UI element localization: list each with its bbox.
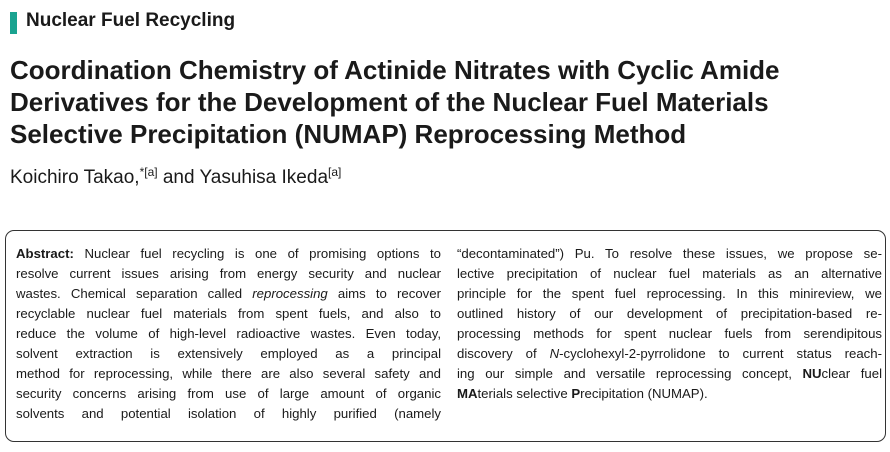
abstract-column-left (16, 244, 441, 424)
abstract-line: discovery of N-cyclohexyl-2-pyrrolidone to current status reach- (457, 346, 882, 361)
emphasis-term: reprocessing (252, 286, 328, 301)
acronym-letters: P (571, 386, 581, 401)
abstract-column-right (457, 244, 882, 404)
abstract-line: solvents and potential isolation of highly purified (namely (16, 406, 441, 421)
abstract-line: processing methods for spent nuclear fuels from serendipitous (457, 326, 882, 341)
title-line: Selective Precipitation (NUMAP) Reprocessing Method (10, 119, 687, 149)
section-color-bar (10, 12, 17, 34)
abstract-line: reduce the volume of high-level radioactive wastes. Even today, (16, 326, 441, 341)
abstract-line: ing our simple and versatile reprocessing concept, NUclear fuel (457, 366, 883, 381)
abstract-line: resolve current issues arising from energy security and nuclear (16, 266, 441, 281)
emphasis-term: N (549, 346, 560, 361)
title-line: Coordination Chemistry of Actinide Nitrates with Cyclic Amide (10, 55, 780, 85)
acronym-letters: NU (802, 366, 822, 381)
author-name: Yasuhisa Ikeda (199, 167, 329, 188)
abstract-line: method for reprocessing, while there are also several safety and (16, 366, 441, 381)
abstract-line: lective precipitation of nuclear fuel materials as an alternative (457, 266, 882, 281)
abstract-line: solvent extraction is extensively employed as a principal (16, 346, 441, 361)
abstract-box (5, 230, 886, 442)
abstract-line: security concerns arising from use of large amount of organic (16, 386, 441, 401)
abstract-line: recyclable nuclear fuel materials from spent fuels, and also to (16, 306, 441, 321)
abstract-line: Abstract: Nuclear fuel recycling is one of promising options to (16, 246, 441, 261)
section-label: Nuclear Fuel Recycling (26, 10, 236, 31)
title-line: Derivatives for the Development of the Nuclear Fuel Materials (10, 87, 769, 117)
author-affiliation-mark: [a] (328, 165, 342, 179)
author-conjunction: and (157, 167, 200, 188)
author-name: Koichiro Takao, (10, 167, 140, 188)
abstract-line: MAterials selective Precipitation (NUMAP). (457, 386, 708, 401)
article-title (10, 54, 880, 150)
author-list (10, 165, 341, 189)
acronym-letters: MA (457, 386, 478, 401)
abstract-line: outlined history of our development of precipitation-based re- (457, 306, 882, 321)
abstract-label: Abstract: (16, 246, 74, 261)
abstract-line: “decontaminated”) Pu. To resolve these issues, we propose se- (457, 246, 882, 261)
abstract-line: principle for the spent fuel reprocessing. In this minireview, we (457, 286, 882, 301)
abstract-line: wastes. Chemical separation called reprocessing aims to recover (16, 286, 441, 301)
author-affiliation-mark: *[a] (139, 165, 158, 179)
